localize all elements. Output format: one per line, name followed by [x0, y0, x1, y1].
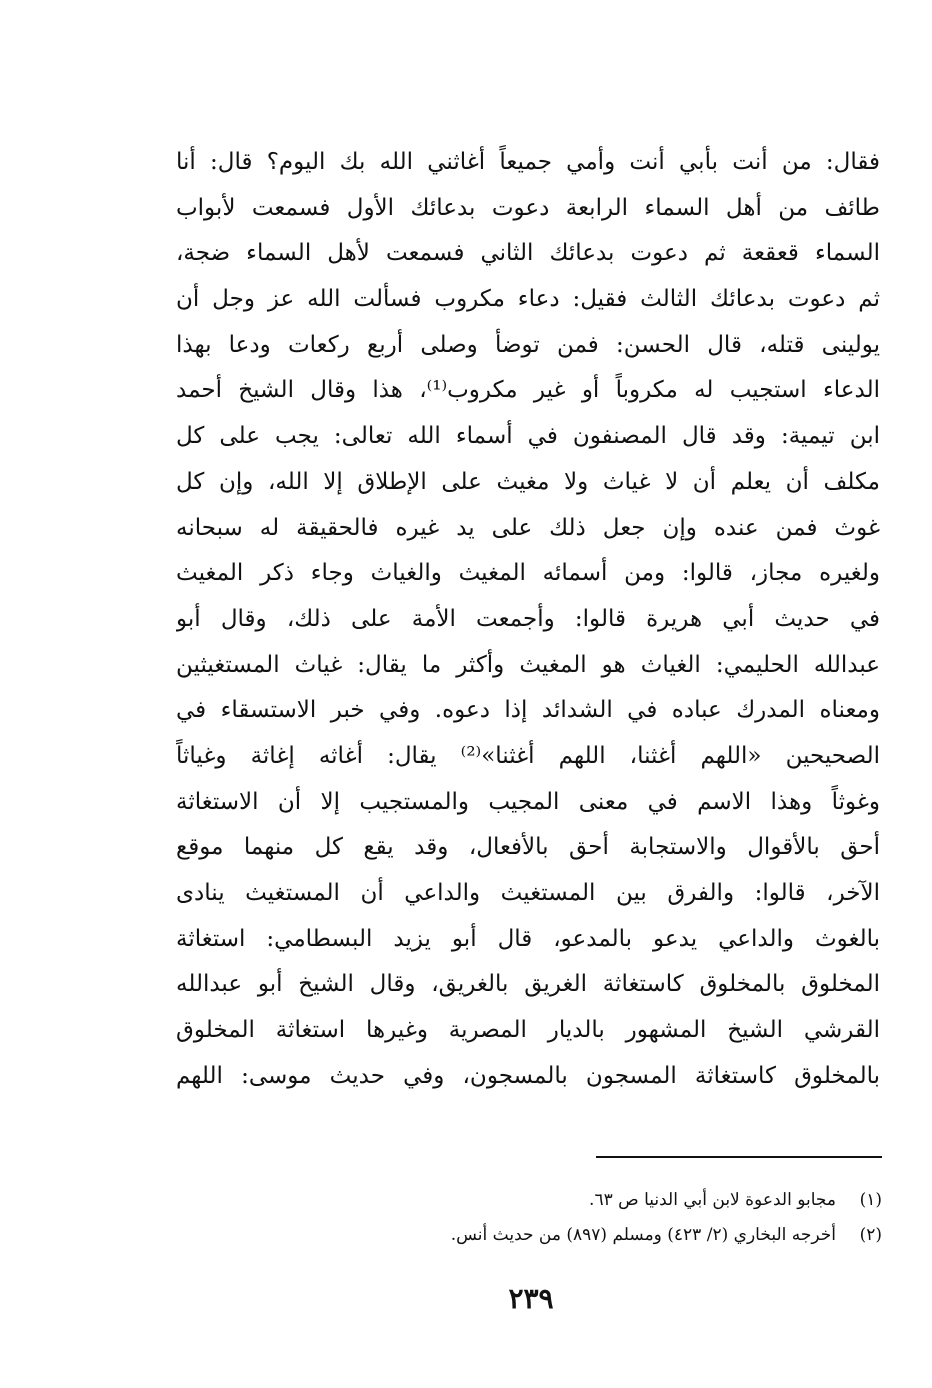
text-line: طائف من أهل السماء الرابعة دعوت بدعائك الأول فسمعت لأبواب [176, 194, 880, 221]
text-line: يولينى قتله، قال الحسن: فمن توضأ وصلى أربع ركعات ودعا بهذا [176, 331, 880, 358]
footnote-number: (١) [859, 1190, 882, 1210]
footnote-item [300, 1183, 882, 1218]
text-line: ابن تيمية: وقد قال المصنفون في أسماء الله تعالى: يجب على كل [176, 423, 880, 450]
footnote-number: (٢) [859, 1225, 882, 1245]
text-line: الآخر، قالوا: والفرق بين المستغيث والداعي أن المستغيث ينادى [176, 880, 880, 906]
text-line: القرشي الشيخ المشهور بالديار المصرية وغيرها استغاثة المخلوق [176, 1017, 880, 1044]
text-line: بالغوث والداعي يدعو بالمدعو، قال أبو يزيد البسطامي: استغاثة [176, 925, 880, 952]
text-line: السماء قعقعة ثم دعوت بدعائك الثاني فسمعت لأهل السماء ضجة، [176, 240, 880, 267]
footnote-text: مجابو الدعوة لابن أبي الدنيا ص ٦٣. [589, 1190, 836, 1210]
text-line: مكلف أن يعلم أن لا غياث ولا مغيث على الإطلاق إلا الله، وإن كل [176, 468, 880, 495]
footnote-item [300, 1218, 882, 1253]
text-line: ثم دعوت بدعائك الثالث فقيل: دعاء مكروب فسألت الله عز وجل أن [176, 286, 880, 313]
text-line: غوث فمن عنده وإن جعل ذلك على يد غيره فالحقيقة له سبحانه [176, 514, 880, 541]
text-line: المخلوق بالمخلوق كاستغاثة الغريق بالغريق، وقال الشيخ أبو عبدالله [176, 971, 880, 998]
text-line: أحق بالأقوال والاستجابة أحق بالأفعال، وقد يقع كل منهما موقع [176, 834, 880, 861]
text-line: الدعاء استجيب له مكروباً أو غير مكروب⁽¹⁾، هذا وقال الشيخ أحمد [176, 377, 880, 404]
footnote-text: أخرجه البخاري (٢/ ٤٢٣) ومسلم (٨٩٧) من حديث أنس. [450, 1225, 836, 1245]
text-line: الصحيحين «اللهم أغثنا، اللهم أغثنا»⁽²⁾ يقال: أغاثه إغاثة وغياثاً [176, 742, 880, 769]
text-line: ومعناه المدرك عباده في الشدائد إذا دعوه. وفي خبر الاستسقاء في [176, 697, 880, 724]
page-number: ٢٣٩ [508, 1282, 554, 1315]
text-line: في حديث أبي هريرة قالوا: وأجمعت الأمة على ذلك، وقال أبو [176, 605, 880, 632]
text-line: بالمخلوق كاستغاثة المسجون بالمسجون، وفي حديث موسى: اللهم [176, 1062, 880, 1089]
footnote-divider [596, 1156, 882, 1158]
text-line: فقال: من أنت بأبي أنت وأمي جميعاً أغاثني الله بك اليوم؟ قال: أنا [176, 149, 880, 175]
text-line: وغوثاً وهذا الاسم في معنى المجيب والمستجيب إلا أن الاستغاثة [176, 788, 880, 815]
main-text-block [176, 140, 880, 1099]
text-line: ولغيره مجاز، قالوا: ومن أسمائه المغيث والغياث وجاء ذكر المغيث [176, 560, 880, 587]
footnotes [300, 1183, 882, 1253]
text-line: عبدالله الحليمي: الغياث هو المغيث وأكثر ما يقال: غياث المستغيثين [176, 651, 880, 678]
